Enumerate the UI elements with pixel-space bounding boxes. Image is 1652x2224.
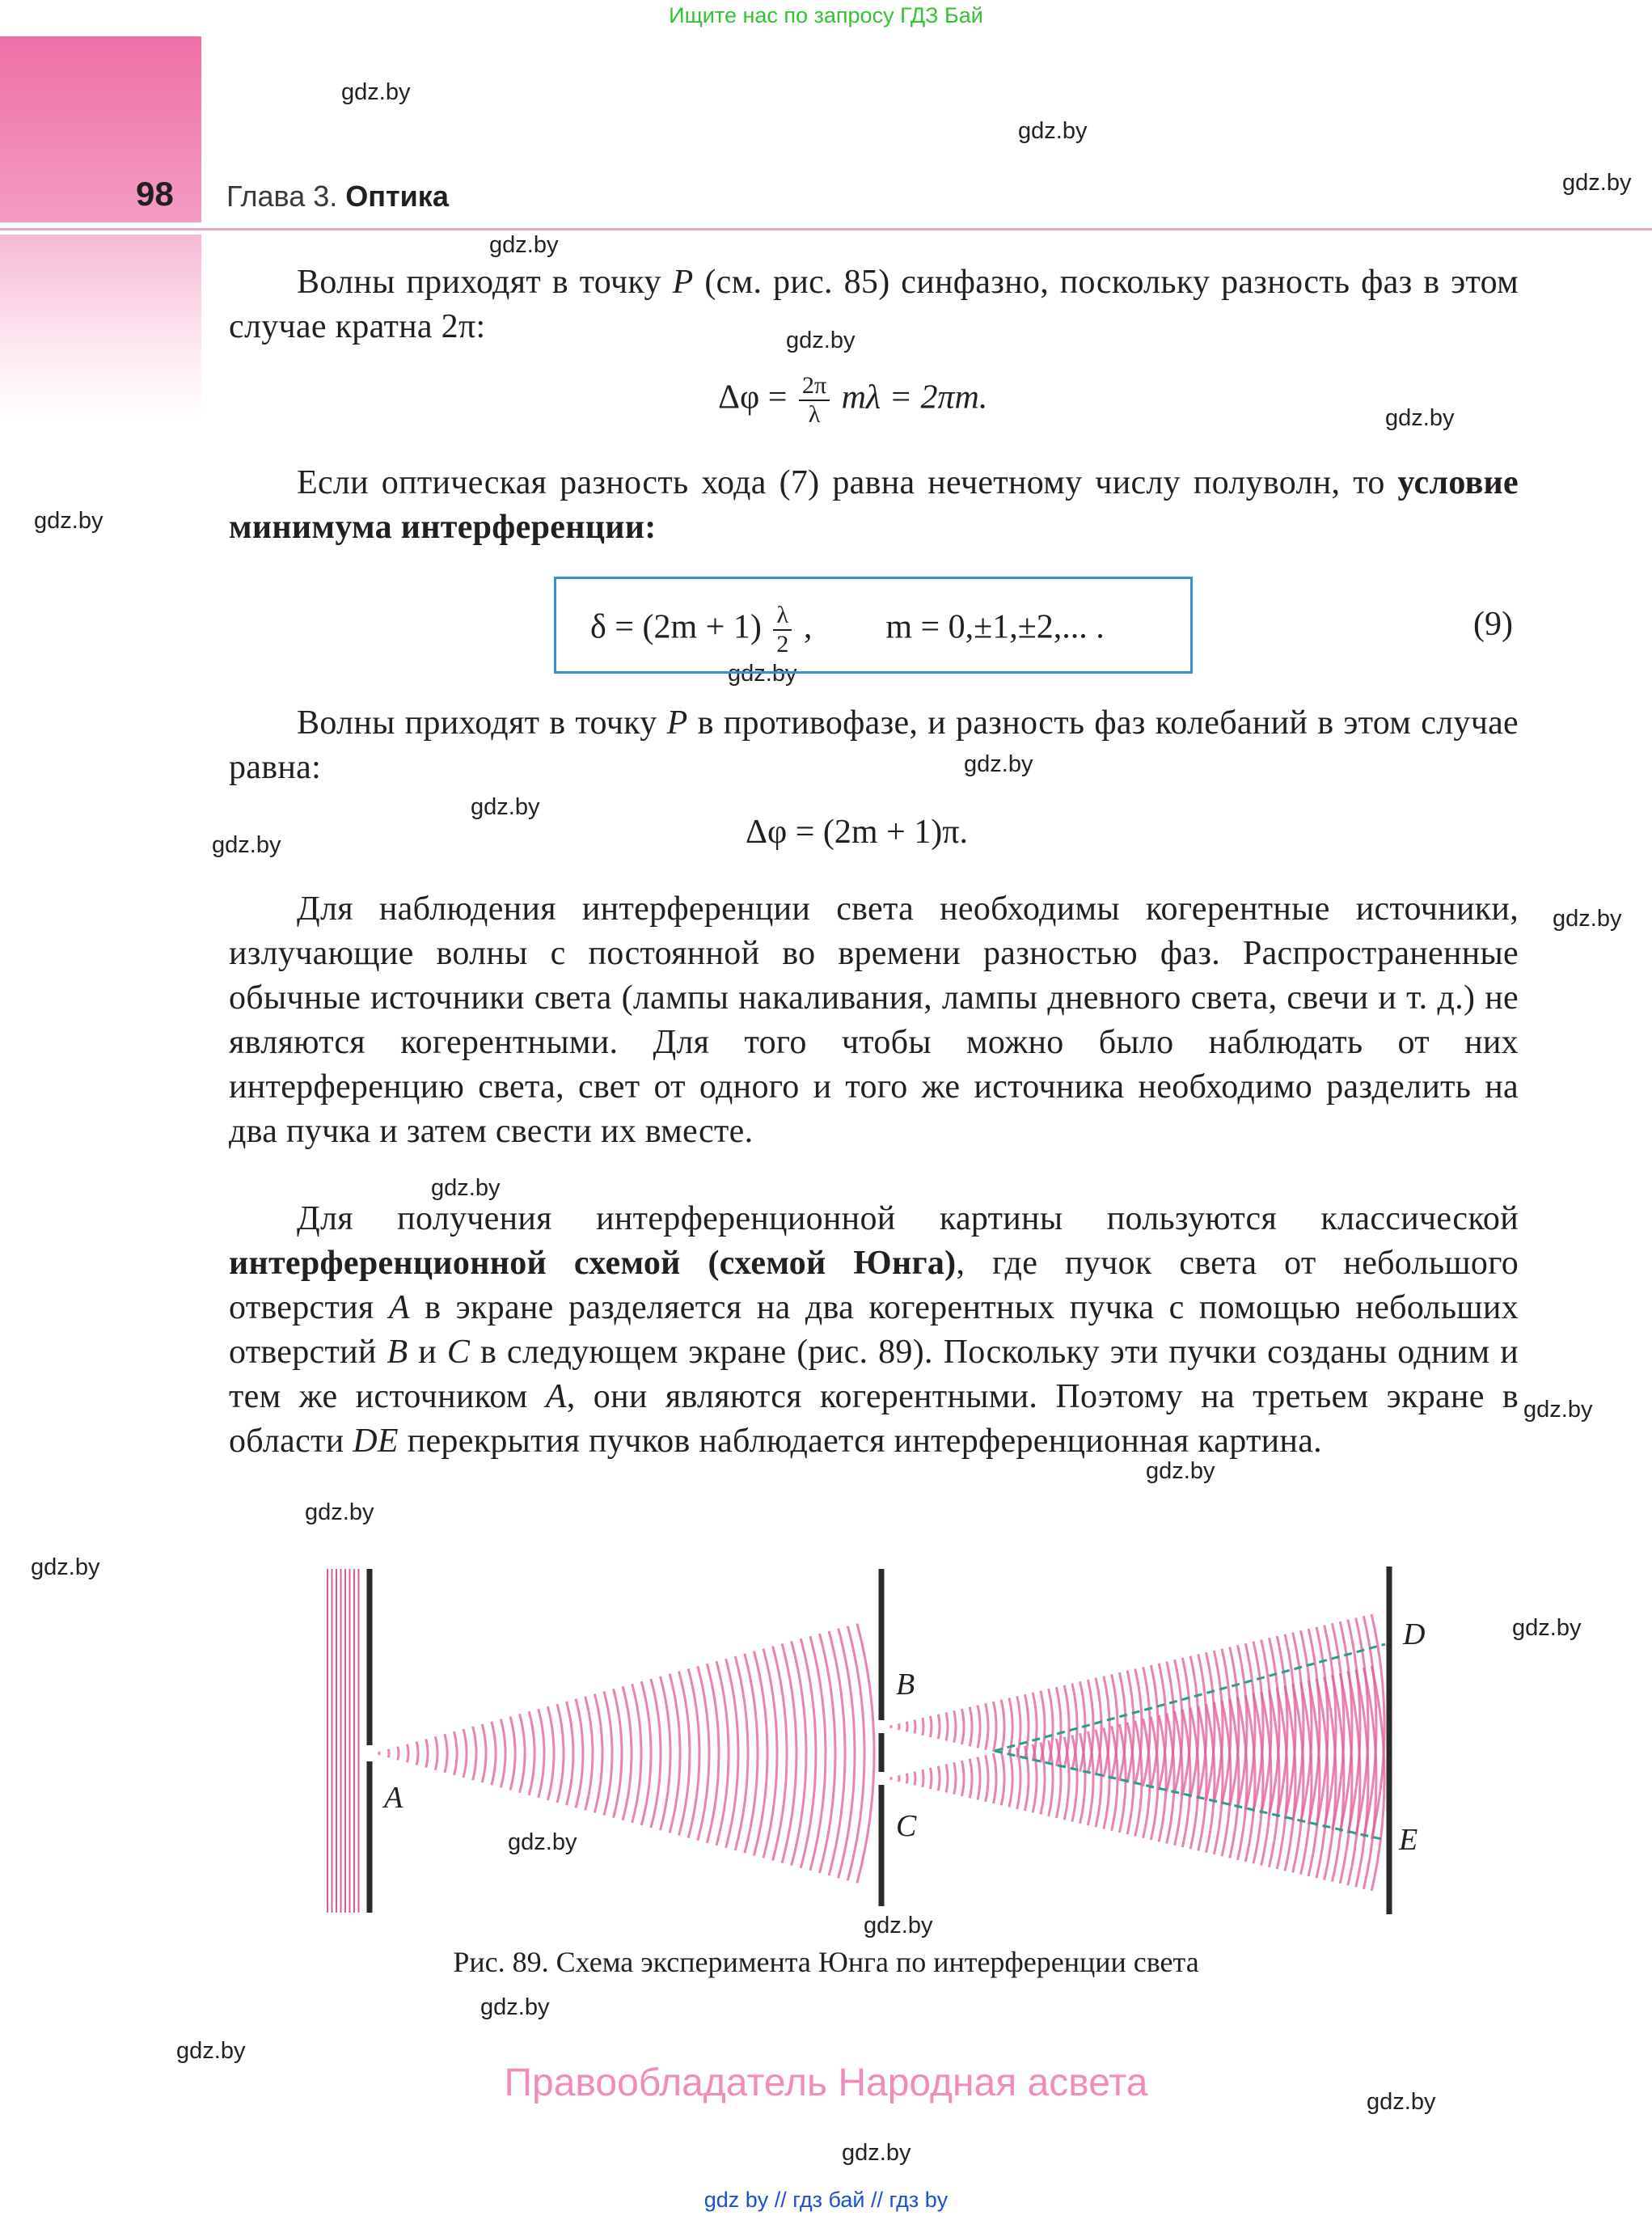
watermark: gdz.by xyxy=(341,79,411,105)
formula-minimum-condition: δ = (2m + 1) $\frac{\lambda}{2}$ , m = 0,±1,±2,... . xyxy=(590,602,1105,657)
chapter-name: Оптика xyxy=(345,180,449,213)
label-c: C xyxy=(896,1809,917,1843)
fraction: $\frac{\lambda}{2}$ xyxy=(773,602,792,658)
wavefront-arc xyxy=(492,1722,496,1786)
watermark: gdz.by xyxy=(480,1994,550,2020)
wavefront-arc xyxy=(408,1744,409,1763)
wavefront-arc xyxy=(906,1774,907,1784)
watermark: gdz.by xyxy=(964,751,1033,777)
watermark: gdz.by xyxy=(1146,1458,1215,1484)
wavefront-arc xyxy=(614,1689,622,1817)
wavefront-arc xyxy=(810,1636,826,1871)
figure-caption: Рис. 89. Схема эксперимента Юнга по интерференции света xyxy=(453,1946,1199,1978)
wavefront-arc xyxy=(510,1716,515,1790)
wavefront-arc xyxy=(938,1766,940,1791)
wavefront-arc xyxy=(773,1647,787,1861)
wavefront-arc xyxy=(1001,1700,1004,1754)
label-e: E xyxy=(1399,1823,1418,1857)
formula-phase-difference-min: Δφ = (2m + 1)π. xyxy=(746,814,968,851)
wavefront-arc xyxy=(931,1768,932,1789)
wavefront-arc xyxy=(520,1714,525,1792)
paragraph-antiphase: Волны приходят в точку P в противофазе, и разность фаз колебаний в этом случае равна: xyxy=(229,704,1519,786)
wavefront-arc xyxy=(463,1729,467,1778)
wavefront-arc xyxy=(946,1765,948,1793)
wavefront-arc xyxy=(931,1716,932,1737)
hole-b xyxy=(877,1720,886,1733)
wavefront-arc xyxy=(1308,1629,1320,1824)
wavefront-arc xyxy=(426,1739,428,1767)
wavefront-arc xyxy=(585,1697,593,1811)
wavefront-arc xyxy=(445,1734,447,1773)
wavefront-arc xyxy=(454,1731,458,1775)
wavefront-arc xyxy=(938,1715,940,1740)
wavefront-arc xyxy=(763,1649,777,1858)
wavefront-arc xyxy=(754,1651,767,1856)
wavefront-arc xyxy=(792,1641,806,1865)
wavefront-arc xyxy=(547,1706,554,1800)
wavefront-arc xyxy=(954,1762,956,1795)
wavefront-arc xyxy=(416,1742,418,1765)
wavefront-arc xyxy=(820,1634,835,1873)
watermark: gdz.by xyxy=(842,2140,911,2166)
label-b: B xyxy=(896,1668,915,1702)
wavefront-arc xyxy=(782,1643,796,1862)
wavefront-arc xyxy=(641,1681,651,1825)
wavefront-arc xyxy=(954,1710,956,1743)
wavefront-arc xyxy=(501,1719,505,1788)
incoming-plane-waves xyxy=(327,1569,359,1913)
wavefront-arc xyxy=(962,1761,965,1796)
watermark: gdz.by xyxy=(508,1829,577,1855)
wavefront-arc xyxy=(1316,1627,1328,1827)
wavefront-arc xyxy=(1316,1679,1328,1879)
footer-links[interactable]: gdz by // гдз бай // гдз by xyxy=(703,2188,949,2212)
wavefront-arc xyxy=(978,1757,980,1800)
watermark: gdz.by xyxy=(1018,118,1088,144)
wavefront-arc xyxy=(623,1686,632,1820)
wavefront-arc xyxy=(388,1749,389,1757)
equation-number: (9) xyxy=(1473,606,1513,643)
wavefront-arc xyxy=(1041,1743,1045,1815)
wavefront-arc xyxy=(906,1722,907,1732)
chapter-prefix: Глава 3. xyxy=(226,180,338,213)
young-experiment-figure xyxy=(319,1557,1435,1925)
paragraph-young-scheme: Для получения интерференционной картины пользуются классической интерференционной схемой (схемой Юнга), где пучок света от небольшого отверстия A в экране разделяется на два когерентных пучка с помощью небольших отверстий B и C в следующем экране (рис. 89). Поскольку эти пучки созданы одним и тем же источником A, они являются когерентными. Поэтому на третьем экране в области DE перекрытия пучков наблюдается интерференционная картина. xyxy=(229,1200,1519,1460)
wavefront-arc xyxy=(435,1736,437,1769)
page-number: 98 xyxy=(136,175,174,213)
watermark: gdz.by xyxy=(305,1499,374,1525)
wavefront-arc xyxy=(962,1709,965,1744)
hole-a xyxy=(365,1745,374,1761)
label-d: D xyxy=(1403,1617,1426,1651)
wavefront-arc xyxy=(1049,1740,1053,1816)
diverging-waves-from-a xyxy=(379,1624,874,1884)
watermark: gdz.by xyxy=(1512,1615,1582,1641)
wavefront-arc xyxy=(482,1724,486,1782)
paragraph-coherent-sources: Для наблюдения интерференции света необходимы когерентные источники, излучающие волны с постоянной во времени разностью фаз. Распространенные обычные источники света (лампы накаливания, лампы дневного света, свечи и т. д.) не являются когерентными. Для того чтобы можно было наблюдать от них интерференцию света, свет от одного и того же источника необходимо разделить на два пучка и затем свести их вместе. xyxy=(229,890,1519,1150)
wavefront-arc xyxy=(604,1691,612,1815)
wavefront-arc xyxy=(1009,1750,1012,1808)
wavefront-arc xyxy=(801,1638,816,1868)
watermark: gdz.by xyxy=(1562,170,1632,196)
watermark: gdz.by xyxy=(471,794,540,820)
watermark: gdz.by xyxy=(489,232,559,258)
watermark: gdz.by xyxy=(176,2038,246,2064)
wavefront-arc xyxy=(970,1707,972,1747)
copyright-holder: Правообладатель Народная асвета xyxy=(504,2061,1148,2104)
wavefront-arc xyxy=(594,1694,602,1813)
wavefront-arc xyxy=(473,1727,476,1780)
wavefront-arc xyxy=(978,1706,980,1748)
wavefront-arc xyxy=(829,1631,845,1875)
wavefront-arc xyxy=(745,1654,758,1853)
wavefront-arc xyxy=(847,1626,864,1881)
hole-c xyxy=(877,1772,886,1785)
wavefront-arc xyxy=(946,1713,948,1741)
watermark: gdz.by xyxy=(31,1554,100,1580)
wavefront-arc xyxy=(1308,1681,1320,1876)
wavefront-arc xyxy=(398,1747,399,1761)
watermark: gdz.by xyxy=(1367,2089,1436,2115)
chapter-title xyxy=(226,180,449,214)
watermark: gdz.by xyxy=(1385,405,1455,431)
wavefront-arc xyxy=(994,1753,997,1803)
watermark: gdz.by xyxy=(728,661,797,687)
watermark: gdz.by xyxy=(864,1913,933,1939)
wavefront-arc xyxy=(567,1702,573,1805)
watermark: gdz.by xyxy=(431,1175,501,1201)
watermark: gdz.by xyxy=(1553,906,1622,932)
wavefront-arc xyxy=(986,1755,988,1802)
header-divider xyxy=(0,228,1652,230)
wavefront-arc xyxy=(529,1711,534,1795)
wavefront-arc xyxy=(576,1699,583,1808)
watermark: gdz.by xyxy=(1523,1397,1593,1423)
top-search-banner: Ищите нас по запросу ГДЗ Бай xyxy=(669,3,983,27)
wavefront-arc xyxy=(839,1629,855,1879)
label-a: A xyxy=(384,1781,403,1815)
watermark: gdz.by xyxy=(786,328,856,353)
paragraph-minimum-condition: Если оптическая разность хода (7) равна нечетному числу полуволн, то условие минимума интерференции: xyxy=(229,464,1519,546)
margin-pink-fade xyxy=(0,235,201,421)
wavefront-arc xyxy=(539,1709,544,1798)
paragraph-phase-sync: Волны приходят в точку P (см. рис. 85) синфазно, поскольку разность фаз в этом случае кратна 2π: xyxy=(229,264,1519,345)
watermark: gdz.by xyxy=(212,832,281,858)
wavefront-arc xyxy=(632,1684,641,1823)
wavefront-arc xyxy=(970,1759,972,1799)
watermark: gdz.by xyxy=(34,508,104,534)
wavefront-arc xyxy=(557,1704,564,1803)
formula-phase-difference-max: Δφ = $\frac{2\pi}{\lambda}$ mλ = 2πm. xyxy=(718,372,988,428)
fraction: $\frac{2\pi}{\lambda}$ xyxy=(799,372,830,429)
wavefront-arc xyxy=(994,1702,997,1752)
wavefront-arc xyxy=(986,1703,988,1750)
wavefront-arc xyxy=(1001,1752,1004,1806)
